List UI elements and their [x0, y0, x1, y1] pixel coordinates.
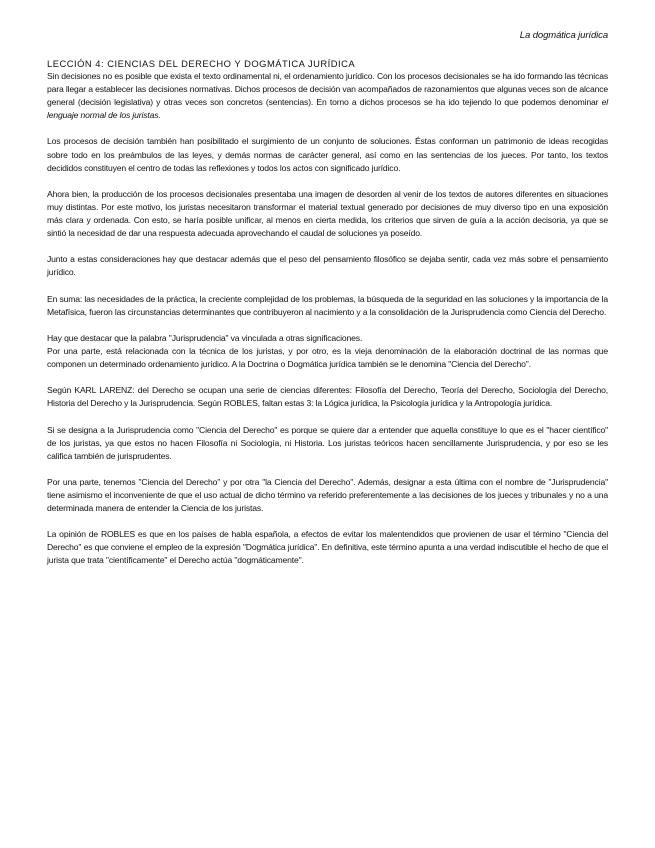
paragraph-5: En suma: las necesidades de la práctica, la creciente complejidad de los problemas, la búsqueda de la seguridad en las soluciones y la importancia de la Metafísica, fueron las circunstancias determinantes que contribuyeron al nacimiento y a la consolidación de la Jurisprudencia como Ciencia del Derecho.: [47, 293, 608, 317]
paragraph-9: Si se designa a la Jurisprudencia como "Ciencia del Derecho" es porque se quiere dar a entender que aquella constituye lo que es el "hacer científico" de los juristas, ya que estos no hacen Filosofía ni Sociología, ni Historia. Los juristas teóricos hacen sencillamente Jurisprudencia, y por eso se les califica también de jurisprudentes.: [47, 424, 608, 461]
paragraph-2: Los procesos de decisión también han posibilitado el surgimiento de un conjunto de soluciones. Éstas conforman un patrimonio de ideas recogidas sobre todo en los preámbulos de las leyes, y demás normas de carácter general, así como en las sentencias de los jueces. Por tanto, los textos decididos constituyen el centro de todas las reflexiones y todos los actos con significado jurídico.: [47, 136, 608, 173]
page-body: [47, 58, 608, 581]
paragraph-3: Ahora bien, la producción de los procesos decisionales presentaba una imagen de desorden al venir de los textos de autores diferentes en situaciones muy distintas. Por este motivo, los juristas necesitaron transformar el material textual generado por decisiones de muy diverso tipo en una exposición más clara y ordenada. Con esto, se haría posible unificar, al menos en cierta medida, los criterios que sirven de guía a la acción decisoria, ya que se sintió la necesidad de dar una respuesta adecuada aprovechando el caudal de soluciones ya poseído.: [47, 188, 608, 239]
paragraph-6: Hay que destacar que la palabra "Jurisprudencia" va vinculada a otras significaciones.: [47, 332, 363, 343]
paragraph-4: Junto a estas consideraciones hay que destacar además que el peso del pensamiento filosófico se dejaba sentir, cada vez más sobre el pensamiento jurídico.: [47, 254, 608, 278]
running-header: La dogmática jurídica: [519, 30, 608, 41]
paragraph-1: [47, 70, 608, 122]
paragraph-8: Según KARL LARENZ: del Derecho se ocupan una serie de ciencias diferentes: Filosofía del Derecho, Teoría del Derecho, Sociología del Derecho, Historia del Derecho y la Jurisprudencia. Según ROBLES, faltan estas 3: la Lógica jurídica, la Psicología jurídica y la Antropología jurídica.: [47, 385, 608, 409]
paragraph-1-text: Sin decisiones no es posible que exista el texto ordinamental ni, el ordenamiento jurídico. Con los procesos decisionales se ha ido formando las técnicas para llegar a establecer las decisiones normativas. Dichos procesos de decisión van acompañados de razonamientos que algunas veces son de alcance general (decisión legislativa) y otras veces son concretos (sentencias). En torno a dichos procesos se ha ido tejiendo lo que podemos denominar: [47, 71, 608, 108]
paragraph-10: Por una parte, tenemos "Ciencia del Derecho" y por otra "la Ciencia del Derecho". Además, designar a esta última con el nombre de "Jurisprudencia" tiene asimismo el inconveniente de que el uso actual de dicho término va referido preferentemente a las decisiones de los jueces y tribunales y no a una determinada manera de entender la Ciencia de los juristas.: [47, 476, 608, 514]
paragraph-7: Por una parte, está relacionada con la técnica de los juristas, y por otro, es la vieja denominación de la elaboración doctrinal de las normas que componen un determinado ordenamiento jurídico. A la Doctrina o Dogmática jurídica también se le denomina "Ciencia del Derecho".: [47, 345, 608, 370]
paragraph-1-emphasis: el lenguaje normal de los juristas.: [47, 97, 608, 121]
paragraph-11: La opinión de ROBLES es que en los países de habla española, a efectos de evitar los malentendidos que provienen de usar el término "Ciencia del Derecho" es que conviene el empleo de la expresión "Dogmática jurídica". En definitiva, este término apunta a una verdad indiscutible el hecho de que el jurista que trata "científicamente" el Derecho actúa "dogmáticamente".: [47, 529, 608, 566]
lesson-title: LECCIÓN 4: CIENCIAS DEL DERECHO Y DOGMÁTICA JURÍDICA: [47, 58, 356, 69]
